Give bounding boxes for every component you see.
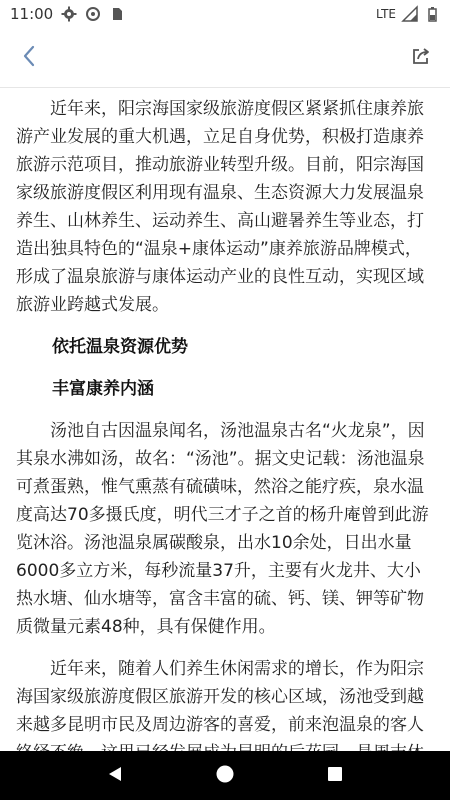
share-button[interactable] bbox=[406, 43, 436, 73]
navigation-bar bbox=[0, 751, 450, 800]
article-paragraph-3: 近年来，随着人们养生休闲需求的增长，作为阳宗海国家级旅游度假区旅游开发的核心区域，汤池受到越来越多昆明市民及周边游客的喜爱，前来泡温泉的客人 bbox=[16, 659, 424, 735]
status-bar bbox=[0, 0, 450, 28]
article-heading-1: 依托温泉资源优势 bbox=[52, 337, 188, 357]
nav-home-button[interactable] bbox=[207, 758, 243, 794]
article-content[interactable] bbox=[0, 89, 450, 751]
recents-square-icon bbox=[326, 765, 344, 787]
toolbar bbox=[0, 28, 450, 88]
sync-icon bbox=[85, 6, 101, 22]
status-time: 11:00 bbox=[10, 5, 54, 23]
status-left bbox=[10, 5, 125, 23]
gear-icon bbox=[61, 6, 77, 22]
back-button[interactable] bbox=[14, 43, 44, 73]
signal-icon bbox=[402, 6, 418, 22]
article-paragraph-1: 近年来，阳宗海国家级旅游度假区紧紧抓住康养旅游产业发展的重大机遇，立足自身优势，积极打造康养旅游示范项目，推动旅游业转型升级。目前，阳宗海国家级旅游度假区利用现有温泉、生态资源大力发展温泉养生、山林养生、运动养生、高山避暑养生等业态，打造出独具特色的“温泉+康体运动”康养旅游品牌模式，形成了温泉旅游与康体运动产业的良性互动，实现区域旅游业跨越式发展。 bbox=[16, 99, 424, 315]
network-label: LTE bbox=[376, 7, 396, 21]
sim-card-icon bbox=[109, 6, 125, 22]
nav-recents-button[interactable] bbox=[317, 758, 353, 794]
nav-back-button[interactable] bbox=[97, 758, 133, 794]
article-heading-2: 丰富康养内涵 bbox=[52, 379, 154, 399]
home-circle-icon bbox=[215, 764, 235, 788]
back-chevron-icon bbox=[22, 45, 36, 71]
share-icon bbox=[411, 46, 431, 70]
article-paragraph-2: 汤池自古因温泉闻名，汤池温泉古名“火龙泉”，因其泉水沸如汤，故名：“汤池”。据文史记载：汤池温泉可煮蛋熟，惟气熏蒸有硫磺味，然浴之能疗疾，泉水温度高达70多摄氏度，明代三才子之首的杨升庵曾到此游览沐浴。汤池温泉属碳酸泉，出水10余处，日出水量6000多立方米，每秒流量37升，主要有火龙井、大小热水塘、仙水塘等，富含丰富的硫、钙、镁、钾等矿物质微量元素48种，具有保健作用。 bbox=[16, 421, 429, 637]
back-triangle-icon bbox=[106, 765, 124, 787]
battery-icon bbox=[424, 6, 440, 22]
status-right bbox=[376, 6, 440, 22]
